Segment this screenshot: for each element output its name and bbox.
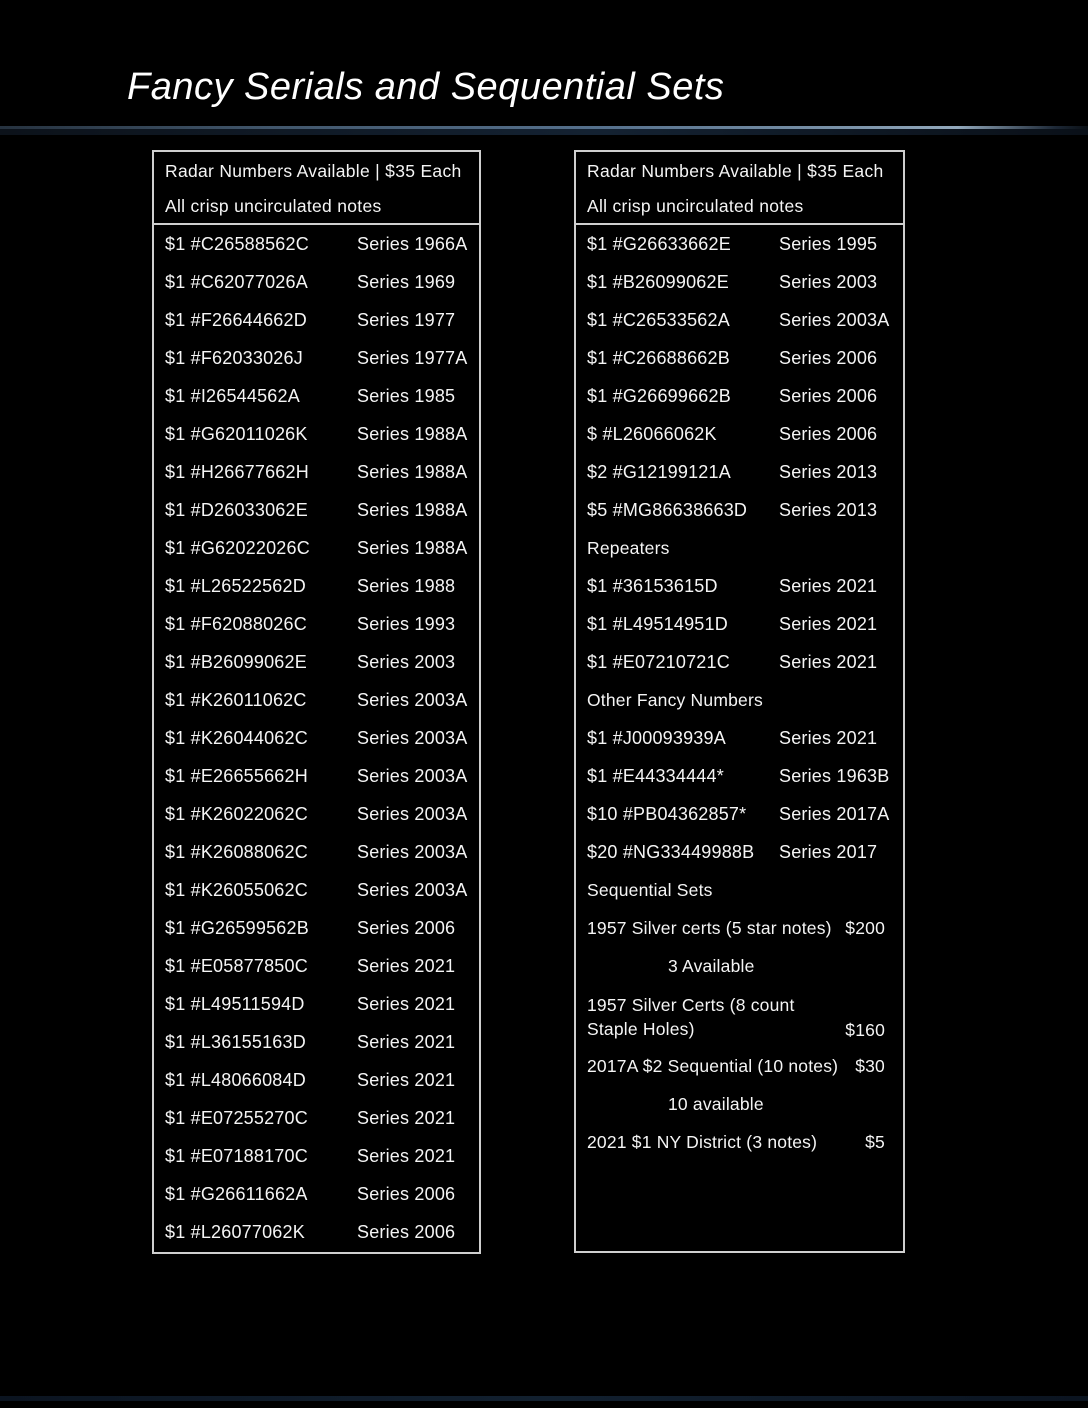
section-heading: Other Fancy Numbers <box>587 689 763 710</box>
note-serial-description: $1 #E26655662H <box>165 765 308 786</box>
table-row <box>576 491 903 529</box>
table-row <box>154 529 479 567</box>
table-header <box>576 152 903 225</box>
series-label: Series 2021 <box>779 727 878 748</box>
table-row <box>154 871 479 909</box>
table-row <box>154 833 479 871</box>
series-label: Series 1963B <box>779 765 890 786</box>
series-label: Series 2003 <box>779 271 878 292</box>
note-serial-description: $1 #L49514951D <box>587 613 728 634</box>
table-row <box>576 567 903 605</box>
series-label: Series 2003 <box>357 651 456 672</box>
series-label: Series 1988 <box>357 575 456 596</box>
note-serial-description: $1 #G26633662E <box>587 233 731 254</box>
table-row <box>576 225 903 263</box>
series-label: Series 2013 <box>779 499 878 520</box>
price-label: $160 <box>845 1020 885 1040</box>
table-row <box>576 339 903 377</box>
series-label: Series 2021 <box>779 651 878 672</box>
note-serial-description: $1 #C26688662B <box>587 347 730 368</box>
table-row <box>154 1175 479 1213</box>
bottom-accent-line <box>0 1396 1088 1401</box>
table-row <box>576 795 903 833</box>
table-row <box>576 719 903 757</box>
table-header-subtitle: All crisp uncirculated notes <box>165 196 382 216</box>
set-description: 2021 $1 NY District (3 notes) <box>587 1131 818 1152</box>
title-divider-shadow-line <box>0 129 1088 135</box>
table-row <box>576 985 903 1047</box>
note-serial-description: $1 #E44334444* <box>587 765 724 786</box>
table-row <box>154 757 479 795</box>
series-label: Series 2021 <box>357 1031 456 1052</box>
table-header-title: Radar Numbers Available | $35 Each <box>165 161 462 181</box>
note-serial-description: $1 #K26088062C <box>165 841 308 862</box>
table-row <box>576 871 903 909</box>
table-row <box>154 339 479 377</box>
table-row <box>576 757 903 795</box>
table-row <box>576 1047 903 1085</box>
note-serial-description: $1 #36153615D <box>587 575 718 596</box>
table-header-title: Radar Numbers Available | $35 Each <box>587 161 884 181</box>
series-label: Series 2006 <box>357 1221 456 1242</box>
series-label: Series 1995 <box>779 233 878 254</box>
note-serial-description: $1 #E07210721C <box>587 651 730 672</box>
price-label: $5 <box>865 1131 885 1152</box>
table-row <box>154 1137 479 1175</box>
note-serial-description: $1 #H26677662H <box>165 461 309 482</box>
series-label: Series 2003A <box>779 309 890 330</box>
note-serial-description: $1 #L36155163D <box>165 1031 306 1052</box>
series-label: Series 1977 <box>357 309 456 330</box>
table-row <box>576 643 903 681</box>
table-row <box>576 947 903 985</box>
series-label: Series 2006 <box>357 1183 456 1204</box>
note-serial-description: $5 #MG86638663D <box>587 499 748 520</box>
table-row <box>576 681 903 719</box>
series-label: Series 2003A <box>357 803 468 824</box>
table-row <box>576 529 903 567</box>
table-body <box>576 225 903 1161</box>
radar-numbers-table-left <box>152 150 481 1254</box>
table-row <box>576 377 903 415</box>
series-label: Series 2003A <box>357 765 468 786</box>
section-heading: Repeaters <box>587 537 670 558</box>
table-row <box>154 301 479 339</box>
table-row <box>576 263 903 301</box>
table-row <box>154 947 479 985</box>
series-label: Series 2003A <box>357 689 468 710</box>
note-serial-description: $1 #E07255270C <box>165 1107 308 1128</box>
series-label: Series 2021 <box>357 1107 456 1128</box>
series-label: Series 2021 <box>357 1069 456 1090</box>
note-serial-description: $1 #L48066084D <box>165 1069 306 1090</box>
set-description: 1957 Silver certs (5 star notes) <box>587 917 832 938</box>
note-serial-description: $1 #L26077062K <box>165 1221 305 1242</box>
table-row <box>154 681 479 719</box>
table-row <box>154 415 479 453</box>
note-serial-description: $1 #L49511594D <box>165 993 305 1014</box>
table-row <box>154 491 479 529</box>
note-serial-description: $1 #K26044062C <box>165 727 308 748</box>
table-row <box>154 225 479 263</box>
availability-note: 3 Available <box>668 955 755 976</box>
table-row <box>154 909 479 947</box>
table-row <box>154 605 479 643</box>
table-row <box>154 1213 479 1251</box>
note-serial-description: $1 #L26522562D <box>165 575 306 596</box>
price-label: $30 <box>855 1055 885 1076</box>
table-header <box>154 152 479 225</box>
series-label: Series 2006 <box>779 347 878 368</box>
series-label: Series 2006 <box>779 423 878 444</box>
note-serial-description: $10 #PB04362857* <box>587 803 747 824</box>
note-serial-description: $1 #C26588562C <box>165 233 309 254</box>
note-serial-description: $1 #J00093939A <box>587 727 726 748</box>
note-serial-description: $ #L26066062K <box>587 423 717 444</box>
series-label: Series 1988A <box>357 499 468 520</box>
note-serial-description: $1 #G62022026C <box>165 537 310 558</box>
table-row <box>154 795 479 833</box>
set-description: 1957 Silver Certs (8 count Staple Holes) <box>587 995 795 1039</box>
note-serial-description: $1 #F26644662D <box>165 309 307 330</box>
series-label: Series 2021 <box>357 1145 456 1166</box>
table-row <box>576 453 903 491</box>
series-label: Series 1993 <box>357 613 456 634</box>
table-row <box>154 1061 479 1099</box>
price-label: $200 <box>845 917 885 938</box>
note-serial-description: $1 #D26033062E <box>165 499 308 520</box>
series-label: Series 1988A <box>357 461 468 482</box>
table-row <box>576 909 903 947</box>
availability-note: 10 available <box>668 1093 764 1114</box>
note-serial-description: $1 #I26544562A <box>165 385 300 406</box>
note-serial-description: $1 #G26699662B <box>587 385 731 406</box>
table-row <box>154 263 479 301</box>
series-label: Series 2021 <box>779 575 878 596</box>
note-serial-description: $1 #E05877850C <box>165 955 308 976</box>
series-label: Series 2003A <box>357 727 468 748</box>
note-serial-description: $1 #G26611662A <box>165 1183 308 1204</box>
table-header-subtitle: All crisp uncirculated notes <box>587 196 804 216</box>
table-row <box>154 377 479 415</box>
radar-numbers-table-right <box>574 150 905 1253</box>
table-row <box>154 453 479 491</box>
series-label: Series 2021 <box>779 613 878 634</box>
note-serial-description: $1 #C62077026A <box>165 271 308 292</box>
series-label: Series 2006 <box>357 917 456 938</box>
table-row <box>154 1099 479 1137</box>
series-label: Series 2017A <box>779 803 890 824</box>
page-title: Fancy Serials and Sequential Sets <box>127 66 725 108</box>
table-row <box>154 567 479 605</box>
series-label: Series 1966A <box>357 233 468 254</box>
table-row <box>154 643 479 681</box>
note-serial-description: $1 #G62011026K <box>165 423 308 444</box>
note-serial-description: $1 #G26599562B <box>165 917 309 938</box>
series-label: Series 2003A <box>357 879 468 900</box>
series-label: Series 2003A <box>357 841 468 862</box>
note-serial-description: $1 #F62033026J <box>165 347 303 368</box>
table-row <box>576 833 903 871</box>
table-row <box>576 415 903 453</box>
table-row <box>576 1123 903 1161</box>
series-label: Series 2021 <box>357 955 456 976</box>
note-serial-description: $2 #G12199121A <box>587 461 731 482</box>
series-label: Series 2017 <box>779 841 878 862</box>
note-serial-description: $20 #NG33449988B <box>587 841 755 862</box>
set-description: 2017A $2 Sequential (10 notes) <box>587 1055 839 1076</box>
table-row <box>154 719 479 757</box>
table-row <box>576 301 903 339</box>
series-label: Series 2013 <box>779 461 878 482</box>
series-label: Series 1977A <box>357 347 468 368</box>
table-row <box>576 1085 903 1123</box>
series-label: Series 1988A <box>357 423 468 444</box>
note-serial-description: $1 #K26011062C <box>165 689 307 710</box>
section-heading: Sequential Sets <box>587 879 713 900</box>
series-label: Series 1985 <box>357 385 456 406</box>
series-label: Series 1988A <box>357 537 468 558</box>
series-label: Series 2006 <box>779 385 878 406</box>
note-serial-description: $1 #B26099062E <box>165 651 307 672</box>
series-label: Series 1969 <box>357 271 456 292</box>
table-row <box>154 1023 479 1061</box>
note-serial-description: $1 #K26022062C <box>165 803 308 824</box>
table-row <box>154 985 479 1023</box>
note-serial-description: $1 #F62088026C <box>165 613 307 634</box>
table-row <box>576 605 903 643</box>
note-serial-description: $1 #E07188170C <box>165 1145 308 1166</box>
series-label: Series 2021 <box>357 993 456 1014</box>
note-serial-description: $1 #K26055062C <box>165 879 308 900</box>
note-serial-description: $1 #B26099062E <box>587 271 729 292</box>
table-body <box>154 225 479 1251</box>
note-serial-description: $1 #C26533562A <box>587 309 730 330</box>
